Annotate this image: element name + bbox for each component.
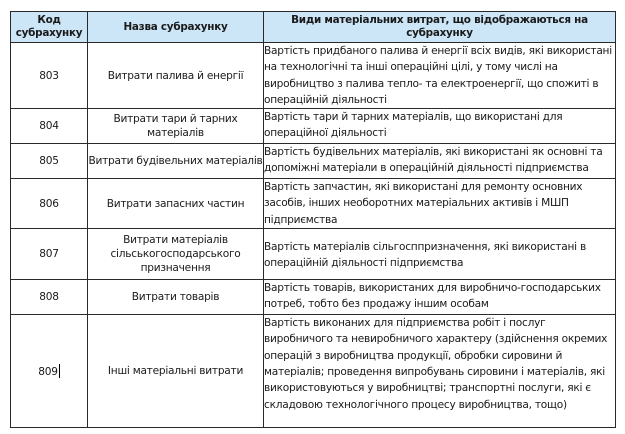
row-description[interactable]: Вартість придбаного палива й енергії всіх видів, які використані на технологічні та інші операційні цілі, у тому числі на виробництво з палива тепло- та електроенергії, що спожиті в операційній діяльності — [264, 43, 616, 109]
table-row — [11, 280, 616, 315]
table-row — [11, 144, 616, 179]
row-description[interactable]: Вартість будівельних матеріалів, які використані як основні та допоміжні матеріали в операційній діяльності підприємства — [264, 144, 616, 179]
row-name[interactable]: Інші матеріальні витрати — [88, 315, 264, 428]
table-header-row — [11, 12, 616, 43]
row-description[interactable]: Вартість матеріалів сільгосппризначення, які використані в операційній діяльності підприємства — [264, 229, 616, 280]
row-code[interactable]: 805 — [11, 144, 88, 179]
subaccounts-table — [10, 11, 616, 428]
row-description[interactable]: Вартість виконаних для підприємства робіт і послуг виробничого та невиробничого характеру (здійснення окремих операцій з виробництва продукції, обробки сировини й матеріалів; проведення випробувань сировини і матеріалів, які використовуються у виробництві; транспортні послуги, які є складовою технологічного процесу виробництва, тощо) — [264, 315, 616, 428]
row-code: 809 — [38, 365, 58, 378]
table-row — [11, 315, 616, 428]
row-code[interactable]: 804 — [11, 109, 88, 144]
row-description[interactable]: Вартість тари й тарних матеріалів, що використані для операційної діяльності — [264, 109, 616, 144]
table-row — [11, 43, 616, 109]
row-name[interactable]: Витрати товарів — [88, 280, 264, 315]
row-name[interactable]: Витрати палива й енергії — [88, 43, 264, 109]
row-name[interactable]: Витрати тари й тарних матеріалів — [88, 109, 264, 144]
header-name: Назва субрахунку — [88, 12, 264, 43]
row-description[interactable]: Вартість товарів, використаних для виробничо-господарських потреб, тобто без продажу іншим особам — [264, 280, 616, 315]
row-code-cell[interactable] — [11, 315, 88, 428]
row-code[interactable]: 808 — [11, 280, 88, 315]
header-code: Код субрахунку — [11, 12, 88, 43]
row-name[interactable]: Витрати матеріалів сільськогосподарського призначення — [88, 229, 264, 280]
row-code[interactable]: 806 — [11, 179, 88, 229]
header-description: Види матеріальних витрат, що відображаються на субрахунку — [264, 12, 616, 43]
row-name[interactable]: Витрати будівельних матеріалів — [88, 144, 264, 179]
table-row — [11, 109, 616, 144]
text-cursor — [59, 364, 60, 378]
table-row — [11, 179, 616, 229]
row-code[interactable]: 803 — [11, 43, 88, 109]
row-name[interactable]: Витрати запасних частин — [88, 179, 264, 229]
table-row — [11, 229, 616, 280]
row-code[interactable]: 807 — [11, 229, 88, 280]
row-description[interactable]: Вартість запчастин, які використані для ремонту основних засобів, інших необоротних матеріальних активів і МШП підприємства — [264, 179, 616, 229]
